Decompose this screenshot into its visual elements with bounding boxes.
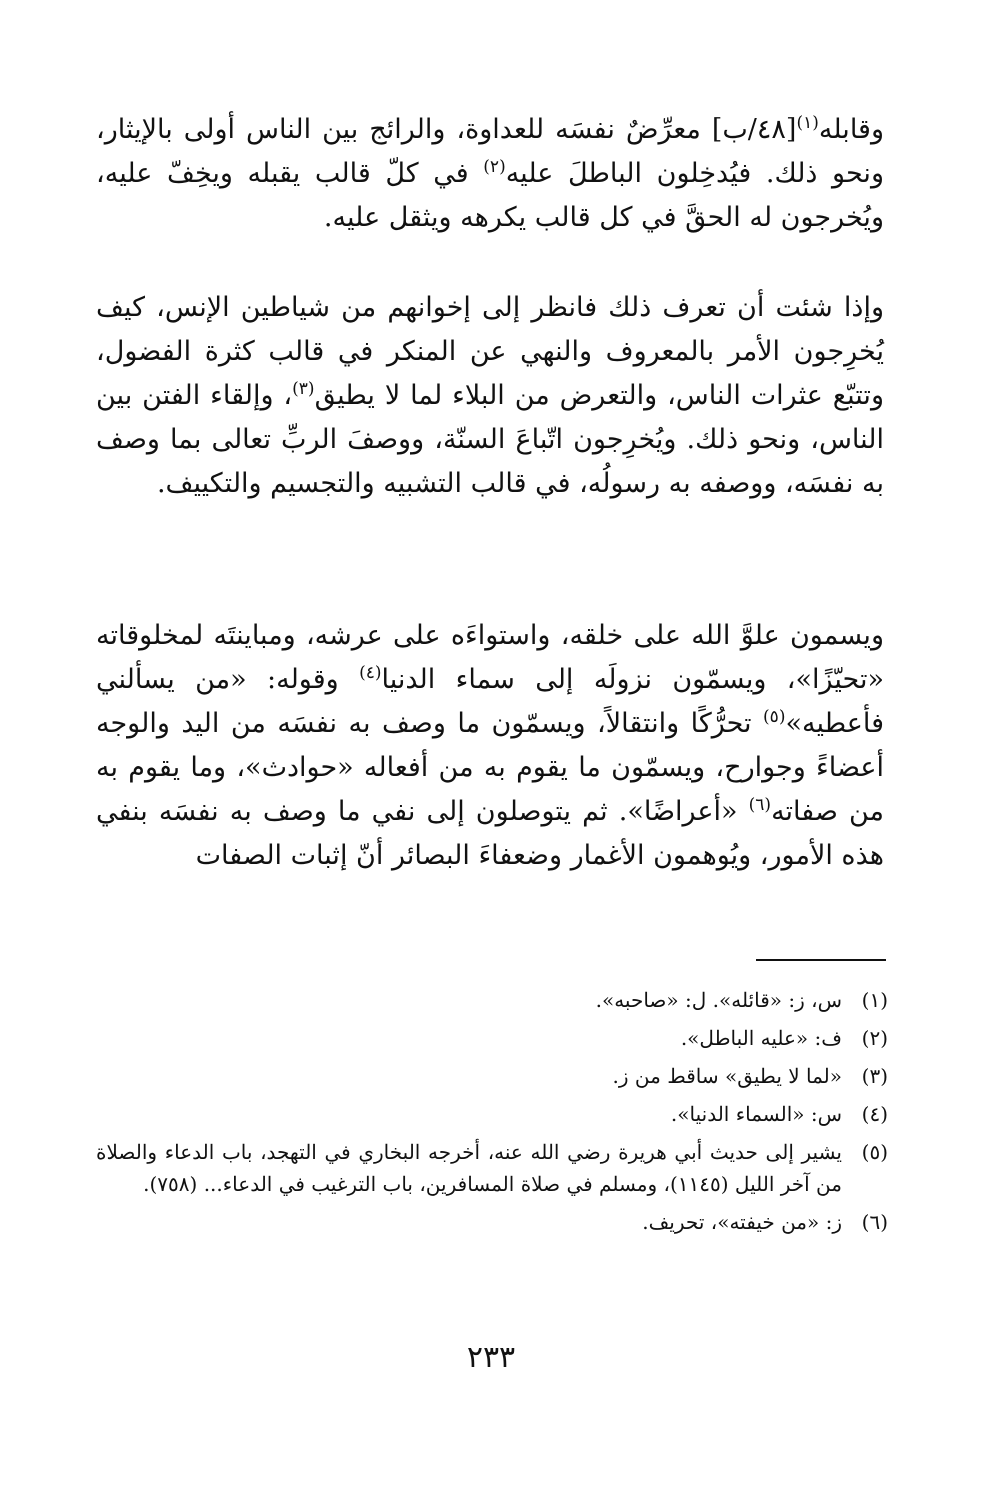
footnote-item xyxy=(96,1060,888,1092)
footnote-reference: (٤) xyxy=(359,663,382,683)
footnote-number: (٣) xyxy=(861,1064,888,1088)
footnote-reference: (٣) xyxy=(292,379,315,399)
footnote-text: س، ز: «قائله». ل: «صاحبه». xyxy=(595,988,842,1012)
footnote-item xyxy=(96,1206,888,1238)
paragraph-text: وقوله: «من يسألني فأعطيه» xyxy=(96,664,884,739)
footnote-reference: (٢) xyxy=(483,157,506,177)
paragraph-text: ويسمون علوَّ الله على خلقه، واستواءَه على عرشه، ومباينتَه لمخلوقاته «تحيّزًا»، ويسمّون نزولَه إلى سماء الدنيا xyxy=(96,620,884,695)
body-paragraph xyxy=(96,614,884,878)
paragraph-text: «أعراضًا». ثم يتوصلون إلى نفي ما وصف به نفسَه بنفي هذه الأمور، ويُوهمون الأغمار وضعفاءَ البصائر أنّ إثبات الصفات xyxy=(96,796,884,871)
paragraph-text: وإذا شئت أن تعرف ذلك فانظر إلى إخوانهم من شياطين الإنس، كيف يُخرِجون الأمر بالمعروف والنهي عن المنكر في قالب كثرة الفضول، وتتبّع عثرات الناس، والتعرض من البلاء لما لا يطيق xyxy=(96,292,884,411)
paragraph-text: ، وإلقاء الفتن بين الناس، ونحو ذلك. ويُخرِجون اتّباعَ السنّة، ووصفَ الربِّ تعالى بما وصف به نفسَه، ووصفه به رسولُه، في قالب التشبيه والتجسيم والتكييف. xyxy=(96,380,885,499)
footnote-item xyxy=(96,1022,888,1054)
paragraph-text: في كلّ قالب يقبله ويخِفّ عليه، ويُخرجون له الحقَّ في كل قالب يكرهه ويثقل عليه. xyxy=(96,158,884,233)
footnote-number: (١) xyxy=(861,988,888,1012)
paragraph-text: [٤٨/ب] معرِّضٌ نفسَه للعداوة، والرائج بين الناس أولى بالإيثار، ونحو ذلك. فيُدخِلون الباطلَ عليه xyxy=(96,114,884,189)
page-number: ٢٣٣ xyxy=(466,1340,516,1375)
footnotes-list xyxy=(96,984,888,1244)
footnote-item xyxy=(96,984,888,1016)
footnote-separator xyxy=(756,959,886,961)
footnote-text: يشير إلى حديث أبي هريرة رضي الله عنه، أخرجه البخاري في التهجد، باب الدعاء والصلاة من آخر الليل (١١٤٥)، ومسلم في صلاة المسافرين، باب الترغيب في الدعاء... (٧٥٨). xyxy=(96,1140,842,1196)
footnote-number: (٦) xyxy=(861,1210,888,1234)
footnote-number: (٢) xyxy=(861,1026,888,1050)
footnote-reference: (٦) xyxy=(748,795,772,815)
footnote-number: (٤) xyxy=(861,1102,888,1126)
body-paragraph xyxy=(96,286,884,506)
footnote-number: (٥) xyxy=(861,1140,888,1164)
footnote-text: س: «السماء الدنيا». xyxy=(670,1102,842,1126)
paragraph-text: وقابله xyxy=(818,114,884,145)
paragraph-text: تحرُّكًا وانتقالاً، ويسمّون ما وصف به نفسَه من اليد والوجه أعضاءً وجوارح، ويسمّون ما يقوم به من أفعاله «حوادث»، وما يقوم به من صفاته xyxy=(96,708,884,827)
footnote-text: «لما لا يطيق» ساقط من ز. xyxy=(612,1064,842,1088)
body-paragraph xyxy=(96,108,884,240)
footnote-reference: (٥) xyxy=(763,707,786,727)
footnote-item xyxy=(96,1098,888,1130)
footnote-item xyxy=(96,1136,888,1200)
footnote-text: ز: «من خيفته»، تحريف. xyxy=(642,1210,842,1234)
footnote-text: ف: «عليه الباطل». xyxy=(680,1026,842,1050)
footnote-reference: (١) xyxy=(796,113,819,133)
